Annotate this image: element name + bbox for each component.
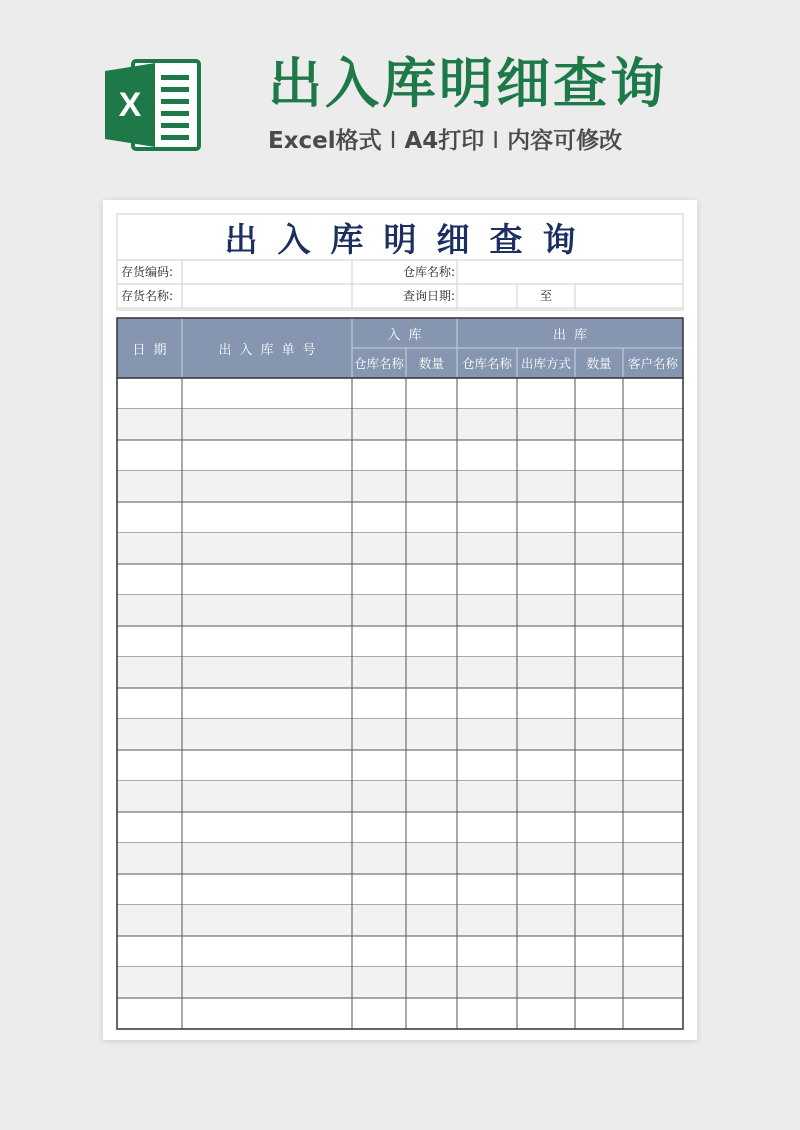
table-row [117, 409, 683, 440]
subtitle-separator: I [389, 128, 397, 154]
table-row [117, 533, 683, 564]
spreadsheet-page [103, 200, 697, 1040]
banner [0, 0, 800, 190]
table-row [117, 595, 683, 626]
col-header-in-warehouse: 仓库名称 [353, 356, 404, 371]
col-header-out-quantity: 数量 [586, 356, 612, 371]
query-date-label: 查询日期: [403, 289, 456, 303]
group-header-in: 入库 [387, 327, 430, 343]
excel-icon [103, 57, 203, 153]
table-row [117, 905, 683, 936]
subtitle-separator: I [492, 128, 500, 154]
table-row [117, 781, 683, 812]
table-row [117, 719, 683, 750]
banner-subtitle [268, 124, 622, 158]
group-header-out: 出库 [552, 327, 595, 343]
stock-code-label: 存货编码: [121, 265, 174, 279]
col-header-out-method: 出库方式 [520, 356, 571, 371]
stock-name-label: 存货名称: [121, 289, 174, 303]
col-header-out-customer: 客户名称 [627, 356, 678, 371]
col-header-date: 日期 [132, 342, 175, 358]
table-row [117, 471, 683, 502]
table-row [117, 967, 683, 998]
date-range-to-label: 至 [540, 289, 553, 303]
excel-logo-letter: X [118, 86, 142, 124]
table-row [117, 843, 683, 874]
subtitle-edit: 内容可修改 [507, 128, 623, 154]
table-row [117, 657, 683, 688]
subtitle-format: Excel格式 [268, 128, 382, 154]
col-header-out-warehouse: 仓库名称 [461, 356, 512, 371]
col-header-order-no: 出入库单号 [218, 342, 324, 358]
warehouse-name-label: 仓库名称: [403, 265, 456, 279]
banner-title: 出入库明细查询 [268, 52, 667, 115]
sheet-title: 出入库明细查询 [224, 219, 596, 259]
col-header-in-quantity: 数量 [418, 356, 444, 371]
subtitle-paper: A4打印 [404, 128, 485, 154]
